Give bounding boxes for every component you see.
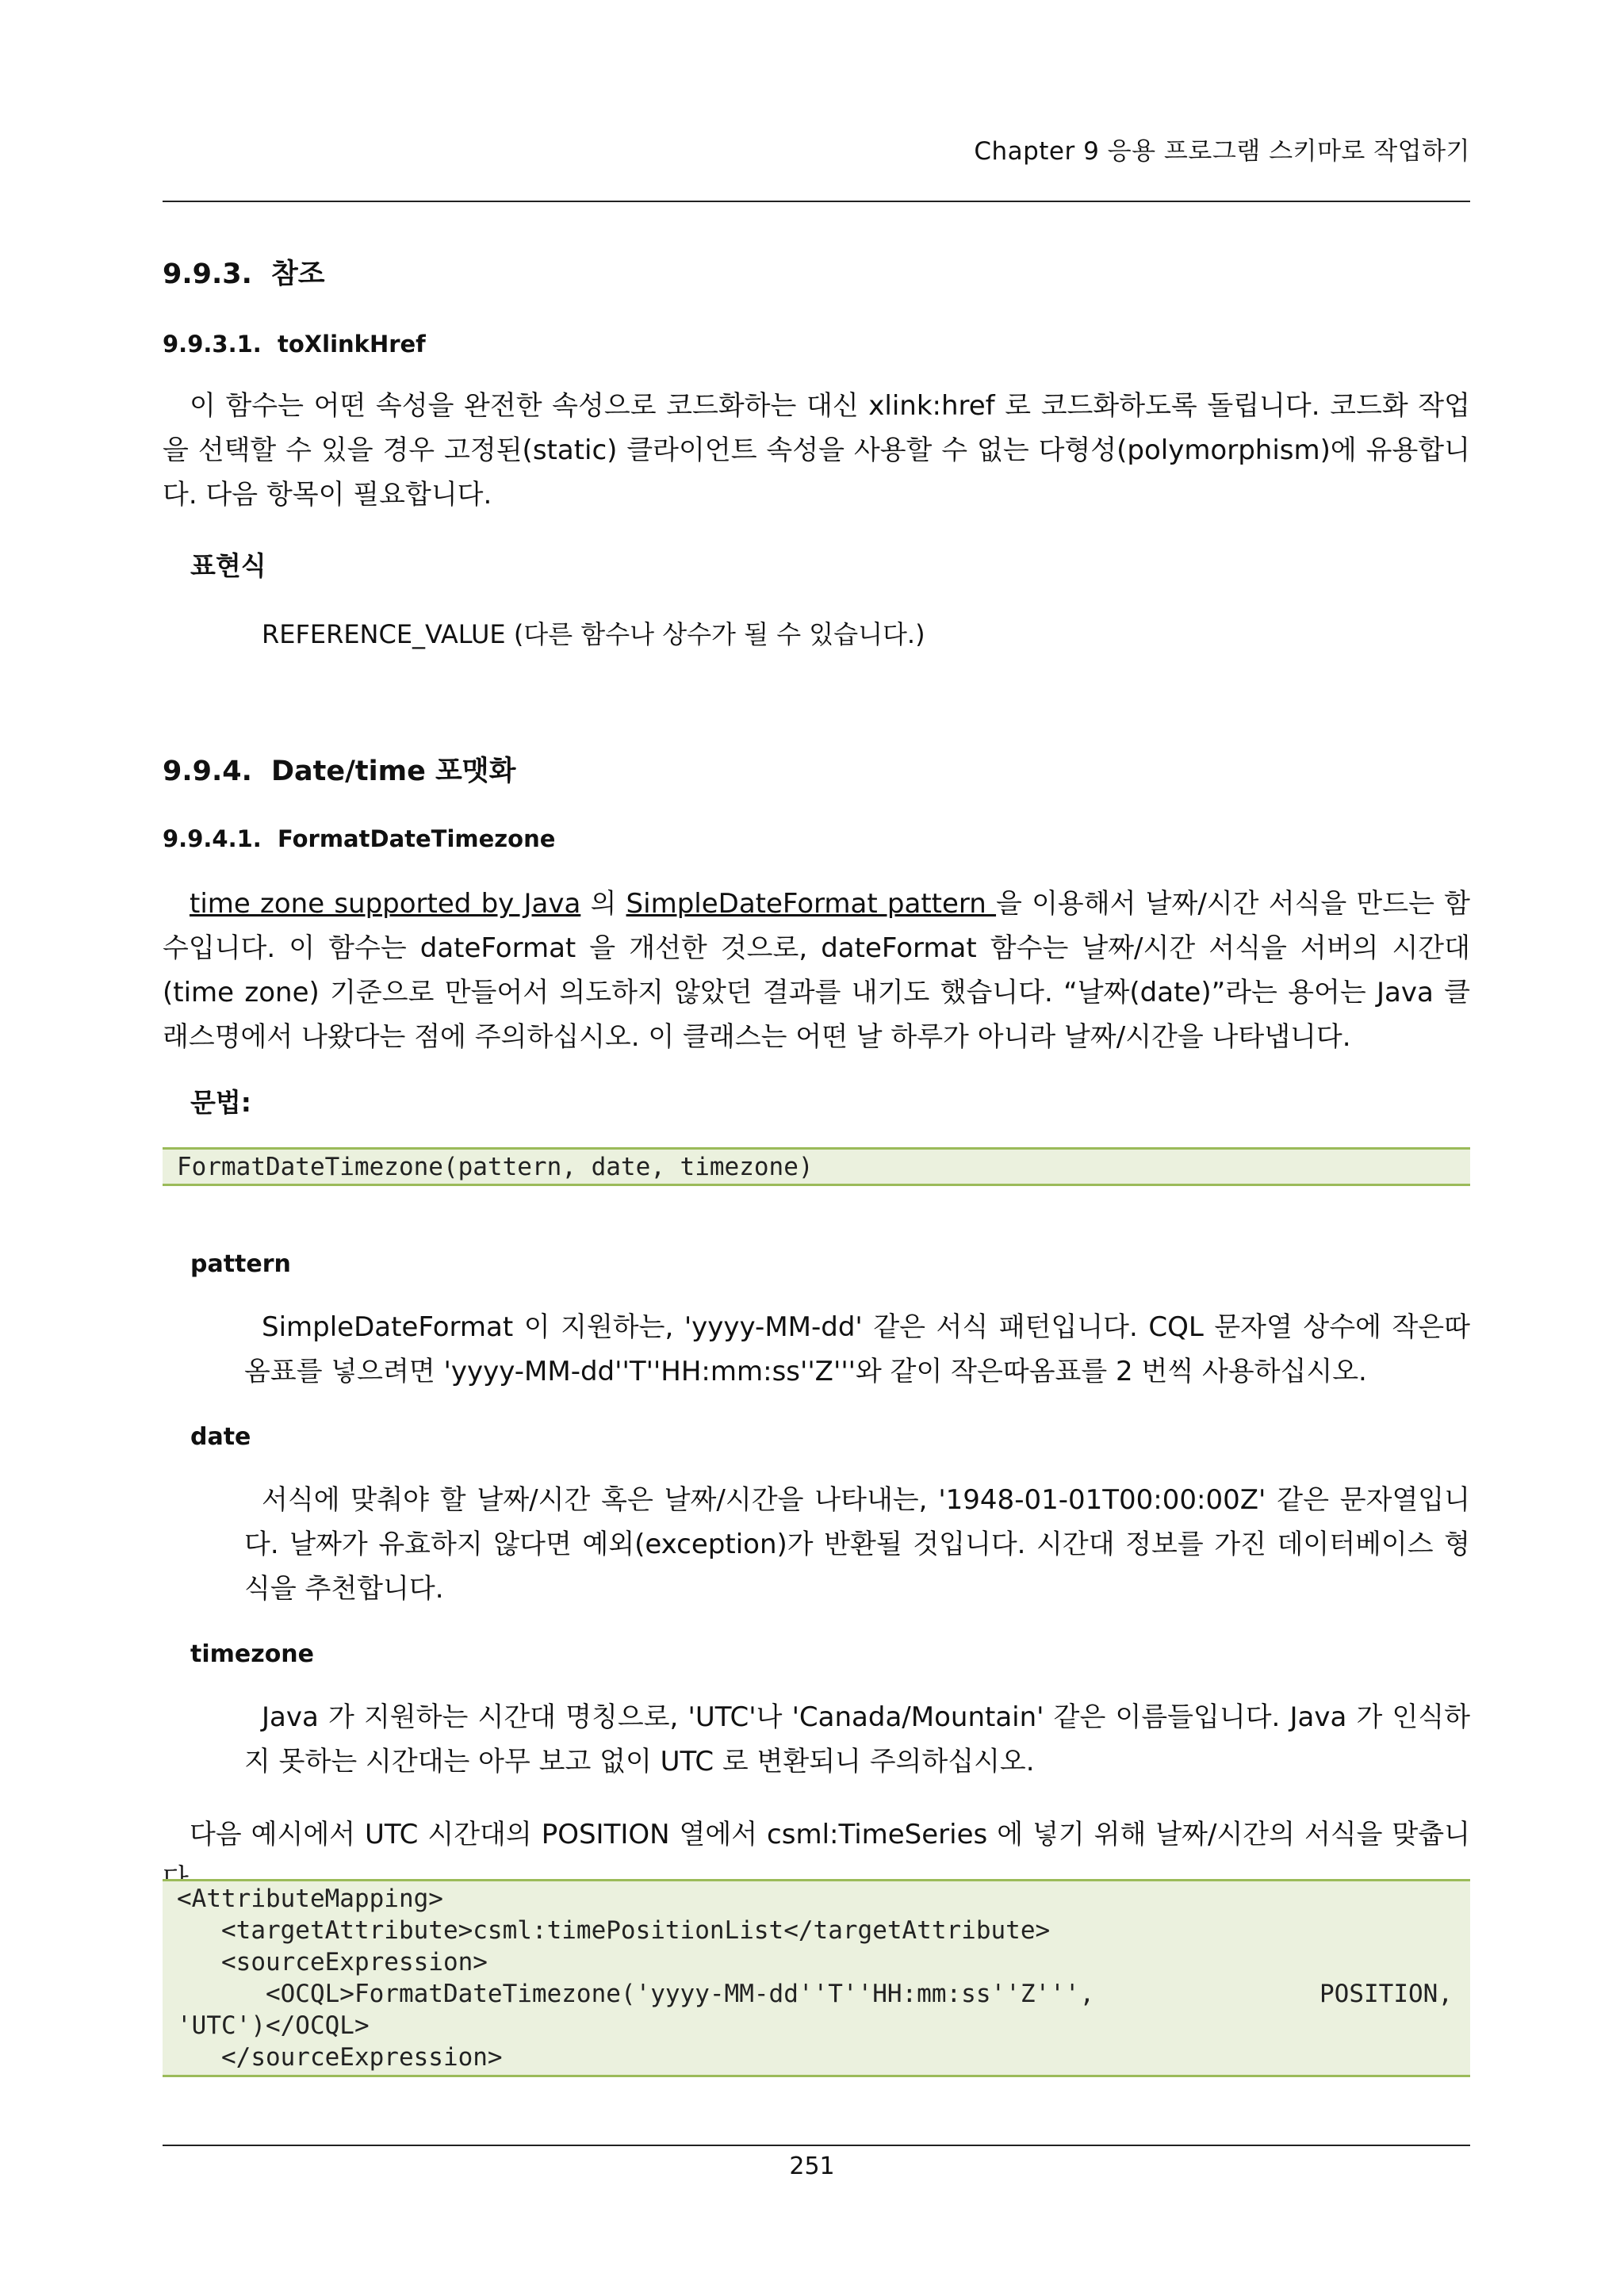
subsection-title: toXlinkHref [277, 331, 426, 358]
param-desc-text: SimpleDateFormat 이 지원하는, 'yyyy-MM-dd' 같은 서식 패턴입니다. CQL 문자열 상수에 작은따옴표를 넣으려면 'yyyy-MM-dd''T''HH:mm:ss''Z'''와 같이 작은따옴표를 2 번씩 사용하십시오. [244, 1311, 1470, 1387]
footer-rule [163, 2145, 1470, 2146]
expression-value: REFERENCE_VALUE (다른 함수나 상수가 될 수 있습니다.) [262, 619, 925, 649]
example-intro-text: 다음 예시에서 UTC 시간대의 POSITION 열에서 csml:TimeSeries 에 넣기 위해 날짜/시간의 서식을 맞춥니 [190, 1819, 1470, 1850]
code-line: <targetAttribute>csml:timePositionList</targetAttribute> [177, 1916, 1051, 1945]
code-line: 'UTC')</OCQL> [177, 2011, 370, 2040]
subsection-number: 9.9.4.1. [163, 825, 262, 852]
expression-label: 표현식 [190, 550, 266, 581]
syntax-code-block [163, 1147, 1470, 1186]
param-name-pattern: pattern [190, 1250, 291, 1278]
section-title: 참조 [270, 258, 325, 290]
param-desc-timezone [244, 1695, 1470, 1784]
section-heading-9-9-4 [163, 749, 515, 789]
code-fragment: POSITION, [1320, 1980, 1453, 2008]
running-header: Chapter 9 응용 프로그램 스키마로 작업하기 [974, 137, 1470, 166]
param-name-timezone: timezone [190, 1640, 315, 1668]
code-fragment: <OCQL>FormatDateTimezone('yyyy-MM-dd''T''HH:mm:ss''Z''', [177, 1980, 1095, 2008]
param-name-date: date [190, 1423, 251, 1451]
syntax-label: 문법: [190, 1087, 251, 1118]
section-number: 9.9.3. [163, 258, 252, 290]
example-code-block [163, 1879, 1470, 2077]
header-rule [163, 201, 1470, 202]
section-heading-9-9-3 [163, 252, 325, 292]
param-desc-text: Java 가 지원하는 시간대 명칭으로, 'UTC'나 'Canada/Mountain' 같은 이름들입니다. Java 가 인식하지 못하는 시간대는 아무 보고 없이 UTC 로 변환되니 주의하십시오. [244, 1701, 1470, 1777]
subsection-heading-9-9-4-1 [163, 825, 555, 852]
code-line: <sourceExpression> [177, 1948, 488, 1976]
description-text: 을 이용해서 날짜/시간 서식을 만드는 함수입니다. 이 함수는 dateFormat 을 개선한 것으로, dateFormat 함수는 날짜/시간 서식을 서버의 시간대(time zone) 기준으로 만들어서 의도하지 않았던 결과를 내기도 했습니다. “날짜(date)”라는 용어는 Java 클래스명에서 나왔다는 점에 주의하십시오. 이 클래스는 어떤 날 하루가 아니라 날짜/시간을 나타냅니다. [163, 888, 1470, 1053]
code-line: <AttributeMapping> [177, 1885, 443, 1913]
code-line: </sourceExpression> [177, 2043, 503, 2072]
simpledateformat-link[interactable]: SimpleDateFormat pattern [626, 888, 997, 920]
subsection-heading-9-9-3-1 [163, 331, 426, 358]
param-desc-pattern [244, 1305, 1470, 1394]
param-desc-text: 서식에 맞춰야 할 날짜/시간 혹은 날짜/시간을 나타내는, '1948-01-01T00:00:00Z' 같은 문자열입니다. 날짜가 유효하지 않다면 예외(exception)가 반환될 것입니다. 시간대 정보를 가진 데이터베이스 형식을 추천합니다. [244, 1484, 1470, 1605]
param-desc-date [244, 1478, 1470, 1611]
code-line [163, 1978, 1470, 2010]
subsection-title: FormatDateTimezone [277, 825, 556, 852]
subsection-number: 9.9.3.1. [163, 331, 262, 358]
section-title: Date/time 포맷화 [270, 756, 516, 787]
connector-text: 의 [580, 888, 626, 920]
toxlinkhref-text: 이 함수는 어떤 속성을 완전한 속성으로 코드화하는 대신 xlink:href 로 코드화하도록 돌립니다. 코드화 작업을 선택할 수 있을 경우 고정된(static) 클라이언트 속성을 사용할 수 없는 다형성(polymorphism)에 유용합니다. 다음 항목이 필요합니다. [163, 390, 1470, 511]
section-number: 9.9.4. [163, 756, 252, 787]
formatdatetimezone-description [163, 882, 1470, 1059]
syntax-code: FormatDateTimezone(pattern, date, timezone) [177, 1153, 814, 1181]
toxlinkhref-description [163, 384, 1470, 517]
java-timezone-link[interactable]: time zone supported by Java [190, 888, 581, 920]
page-number: 251 [789, 2152, 835, 2180]
